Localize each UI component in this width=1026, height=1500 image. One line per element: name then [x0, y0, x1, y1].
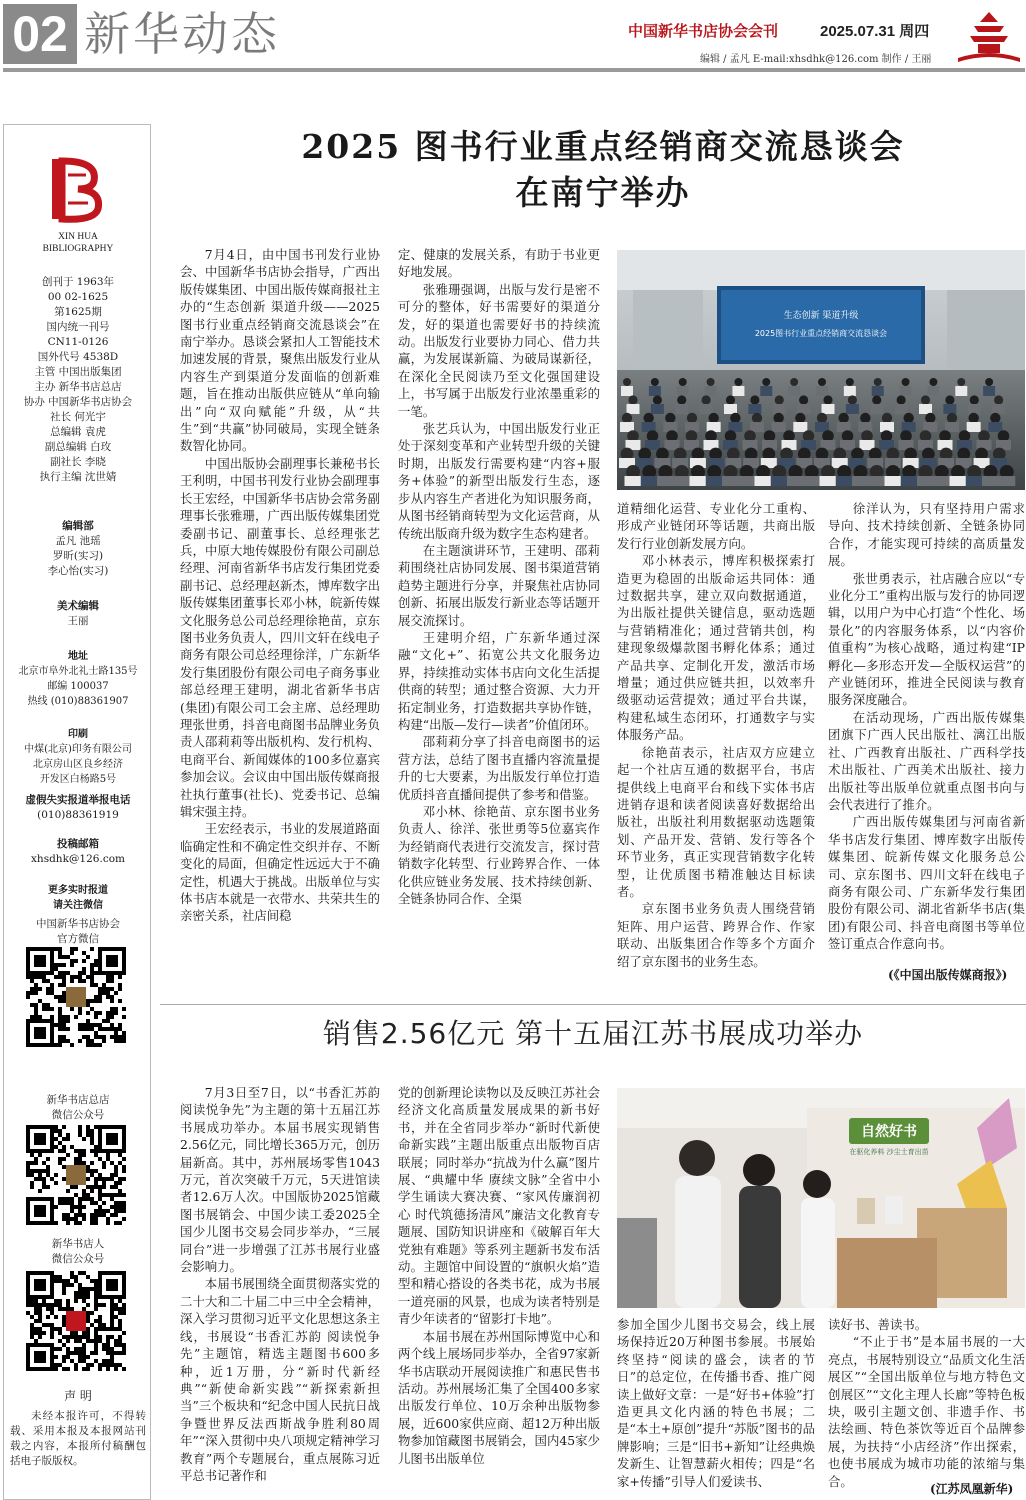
- article2-column-2: [398, 1084, 600, 1496]
- header-rule: [3, 68, 1025, 72]
- vice-president-line: 副社长 李晓: [50, 456, 106, 468]
- paragraph: 本届书展在苏州国际博览中心和两个线上展场同步举办，全省97家新华书店联动开展阅读推广和惠民售书活动。苏州展场汇集了全国400多家出版发行单位、10万余种出版物参展，近600家供应商、超12万种出版物参加馆藏图书展销会，国内45家少儿图书出版单位: [398, 1328, 600, 1466]
- edit-dept: 编辑部 孟凡 池瑶 罗昕(实习) 李心怡(实习): [47, 520, 109, 577]
- deputy-editor-line: 副总编辑 白玫: [44, 441, 112, 453]
- more-news: 更多实时报道 请关注微信: [48, 885, 108, 911]
- article2-source: (江苏凤凰新华): [930, 1482, 1014, 1496]
- masthead-sidebar: [3, 124, 151, 1500]
- qr-code-icon[interactable]: [26, 947, 126, 1047]
- paragraph: “不止于书”是本届书展的一大亮点，书展特别设立“品质文化生活展区”“全国出版单位与地方特色文创展区”“文化主理人长廊”等特色板块，吸引主题文创、非遗手作、书法绘画、特色茶饮等近百个品牌参展，为扶持“小店经济”作出探索，也使书展成为城市功能的浓缩与集合。: [828, 1334, 1025, 1489]
- paragraph: 7月3日至7日，以“书香汇苏韵 阅读悦争先”为主题的第十五届江苏书展成功举办。本届书展实现销售2.56亿元，同比增长365万元，创历届新高。其中，苏州展场零售1043万元，首次突破千万元，5天进馆读者12.6万人次。中国版协2025馆藏图书展销会、中国少读工委2025全国少儿图书交易会同步举办，“三展同台”进一步增强了江苏书展行业盛会影响力。: [180, 1085, 380, 1275]
- paragraph: 道精细化运营、专业化分工重构、形成产业链闭环等话题，共商出版发行行业创新发展方向。: [617, 501, 815, 551]
- paragraph: 中国出版协会副理事长兼秘书长王利明，中国书刊发行业协会副理事长王宏经，中国新华书店协会常务副理事长张雅珊，广西出版传媒集团党委副书记、副董事长、总经理张艺兵，中原大地传媒股份有限公司副总经理、河南省新华书店发行集团党委副书记、总经理赵新杰，博库数字出版传媒集团董事长邓小林，皖新传媒文化服务总公司总经理徐艳苗，京东图书业务负责人，四川文轩在线电子商务有限公司总经理徐洋，广东新华发行集团股份有限公司电子商务事业部总经理王建明，湖北省新华书店(集团)有限公司工会主席、总经理助理张世勇，抖音电商图书品牌业务负责人邵莉莉等出版机构、发行机构、电商平台、新闻媒体的100多位嘉宾参加会议。会议由中国出版传媒商报社执行董事(社长)、党委书记、总编辑宋强主持。: [180, 455, 380, 819]
- cn-label-line: 国内统一刊号: [46, 321, 110, 333]
- paragraph: 定、健康的发展关系，有助于书业更好地发展。: [398, 247, 600, 280]
- paragraph: 京东图书业务负责人围绕营销矩阵、用户运营、跨界合作、作家联动、出版集团合作等多个方面介绍了京东图书的业务生态。: [617, 901, 815, 969]
- paragraph: 王建明介绍，广东新华通过深融“文化+”、拓宽公共文化服务边界，持续推动实体书店向文化生活提供商的转型；通过整合资源、大力开拓定制业务，打造数据共享协作链，构建“出版—发行—读者”价值闭环。: [398, 629, 600, 732]
- paragraph: 读好书、善读书。: [828, 1317, 928, 1332]
- qr-caption-1: 中国新华书店协会 官方微信: [36, 918, 120, 945]
- paper-name: 中国新华书店协会会刊: [628, 22, 779, 40]
- article1-source: (《中国出版传媒商报》): [888, 968, 1008, 982]
- paragraph: 本届书展围绕全面贯彻落实党的二十大和二十届二中三中全会精神，深入学习贯彻习近平文化思想这条主线，书展设“书香汇苏韵 阅读悦争先”主题馆，精选主题图书600多种，近1万册，分“新时代新经典”“新使命新实践”“新探索新担当”三个板块和“纪念中国人民抗日战争暨世界反法西斯战争胜利80周年”“深入贯彻中央八项规定精神学习教育”两个专题展台，重点展陈习近平总书记著作和: [180, 1276, 380, 1483]
- paragraph: 邓小林表示，博库积极探索打造更为稳固的出版命运共同体：通过数据共享，建立双向数据通道，为出版社提供关键信息，驱动选题与营销精准化；通过营销共创，构建现象级爆款图书孵化体系；通过产品共享、定制化开发，激活市场增量；通过供应链共担，以效率升级驱动运营提效；通过平台共谋，构建私域生态闭环，打通数字与实体服务产品。: [617, 553, 815, 743]
- page-number: 02: [3, 4, 77, 64]
- exec-editor-line: 执行主编 沈世婧: [39, 471, 117, 483]
- paragraph: 邵莉莉分享了抖音电商图书的运营方法，总结了图书直播内容流量提升的七大要素，为出版发行单位打造优质抖音直播间提供了参考和借鉴。: [398, 734, 600, 802]
- paragraph: 广西出版传媒集团与河南省新华书店发行集团、博库数字出版传媒集团、皖新传媒文化服务总公司、京东图书、四川文轩在线电子商务有限公司、广东新华发行集团股份有限公司、湖北省新华书店(集团)有限公司、抖音电商图书等单位签订重点合作意向书。: [828, 814, 1025, 952]
- svg-text:在驱化养料 沙尘土育出苗: 在驱化养料 沙尘土育出苗: [849, 1148, 929, 1156]
- article1-column-4: [828, 500, 1025, 988]
- svg-text:2025图书行业重点经销商交流恳谈会: 2025图书行业重点经销商交流恳谈会: [754, 329, 888, 338]
- editor-line: 编辑 / 孟凡 E-mail:xhsdhk@126.com 制作 / 王丽: [700, 54, 932, 65]
- article1-title: 2025 图书行业重点经销商交流恳谈会 在南宁举办: [301, 127, 905, 212]
- section-title: 新华动态: [84, 7, 280, 61]
- article2-column-3: [617, 1316, 815, 1496]
- supervisor-line: 主管 中国出版集团: [34, 366, 122, 378]
- paragraph: 张雅珊强调，出版与发行是密不可分的整体，好书需要好的渠道分发，好的渠道也需要好书的持续流动。出版发行业要协力同心、借力共赢，为发展谋新篇、为破局谋新径，在深化全民阅读乃至文化强国建设上，书写属于出版发行业浓墨重彩的一笔。: [398, 281, 600, 419]
- paragraph: 参加全国少儿图书交易会，线上展场保持近20万种图书参展。书展始终坚持“阅读的盛会，读者的节日”的总定位，在传播书香、推广阅读上做好文章：一是“好书+体验”打造更具文化内涵的特色书展；二是“本土+原创”提升“苏版”图书的品牌影响；三是“旧书+新知”让经典焕发新生、让智慧薪火相传；四是“名家+传播”引导人们爱读书、: [617, 1317, 815, 1489]
- article1-column-1: [180, 246, 380, 988]
- book-fair-photo: [617, 1088, 1025, 1308]
- paragraph: 张艺兵认为，中国出版发行业正处于深刻变革和产业转型升级的关键时期，出版发行需要构建“内容+服务+体验”的新型出版发行生态，逐步从内容生产者进化为知识服务商，从图书经销商转型为文化运营商，从传统出版商升级为数字生态构建者。: [398, 421, 600, 541]
- conference-photo: [617, 250, 1025, 490]
- article2-column-1: [180, 1084, 380, 1496]
- paragraph: 在主题演讲环节，王建明、邵莉莉围绕社店协同发展、图书渠道营销趋势主题进行分享，并聚焦社店协同创新、拓展出版发行新业态等话题开展交流探讨。: [398, 542, 600, 628]
- statement-label: 声 明: [64, 1389, 92, 1403]
- logo-english: XIN HUA BIBLIOGRAPHY: [42, 232, 114, 254]
- svg-text:生态创新 渠道升级: 生态创新 渠道升级: [783, 311, 859, 321]
- pagoda-logo-icon: [956, 8, 1022, 64]
- svg-text:自然好书: 自然好书: [861, 1124, 917, 1140]
- masthead-lines: [4, 275, 152, 485]
- printer-block: 印刷 中煤(北京)印务有限公司 北京房山区良乡经济 开发区白杨路5号: [24, 729, 132, 785]
- paragraph: 党的创新理论读物以及反映江苏社会经济文化高质量发展成果的新书好书，并在全省同步举办“新时代新使命新实践”主题出版重点出版物百店联展；同时举办“抗战为什么赢”图片展、“典耀中华 赓续文脉”全省中小学生诵读大赛决赛、“家风传廉润初心 时代筑德扬清风”廉洁文化教育专题展、国防知识讲座和《破解百年大党独有难题》等系列主题新书发布活动。主题馆中间设置的“旗帜火焰”造型和精心搭设的各类书花，成为书展一道亮丽的风景，也成为读者特别是青少年读者的“留影打卡地”。: [398, 1085, 600, 1327]
- qr-caption-3: 新华书店人 微信公众号: [51, 1238, 105, 1265]
- book-fair-image: [617, 1088, 1025, 1308]
- chief-editor-line: 总编辑 袁虎: [50, 426, 106, 438]
- qr-caption-2: 新华书店总店 微信公众号: [46, 1094, 110, 1121]
- president-line: 社长 何光宇: [50, 411, 106, 423]
- paragraph: 在活动现场，广西出版传媒集团旗下广西人民出版社、漓江出版社、广西教育出版社、广西科学技术出版社、广西美术出版社、接力出版社等出版单位就重点图书向与会代表进行了推介。: [828, 709, 1025, 812]
- sponsor-line: 主办 新华书店总店: [34, 381, 122, 393]
- article1-column-2: [398, 246, 600, 988]
- paragraph: 7月4日，由中国书刊发行业协会、中国新华书店协会指导，广西出版传媒集团、中国出版传媒商报社主办的“生态创新 渠道升级——2025图书行业重点经销商交流恳谈会”在南宁举办。恳谈会紧扣人工智能技术加速发展的背景，聚焦出版发行业从内容生产到渠道分发面临的创新难题，旨在推动出版供应链从“单向输出”向“双向赋能”升级，从“共生”到“共赢”协同破局，实现全链条数智化协同。: [180, 247, 380, 454]
- co-sponsor-line: 协办 中国新华书店协会: [23, 396, 133, 408]
- paragraph: 徐洋认为，只有坚持用户需求导向、技术持续创新、全链条协同合作，才能实现可持续的高质量发展。: [828, 501, 1025, 569]
- article1-column-3: [617, 500, 815, 988]
- paragraph: 张世勇表示，社店融合应以“专业化分工”重构出版与发行的协同逻辑，以用户为中心打造“个性化、场景化”的内容服务体系，以“内容价值重构”为核心战略，通过构建“IP孵化—多形态开发—全版权运营”的产业链闭环，推进全民阅读与教育服务深度融合。: [828, 570, 1025, 708]
- foreign-code-line: 国外代号 4538D: [37, 351, 119, 363]
- statement-text: 未经本报许可，不得转载、采用本报及本报网站刊载之内容，本报所付稿酬包括电子版版权。: [10, 1410, 146, 1467]
- article2-column-4: [828, 1316, 1025, 1496]
- bibliography-logo-icon: [48, 155, 108, 225]
- submit-block: 投稿邮箱 xhsdhk@126.com: [31, 838, 125, 865]
- issue-line: 第1625期: [54, 306, 102, 318]
- cn-line: CN11-0126: [47, 336, 109, 348]
- issn-line: 00 02-1625: [47, 291, 109, 303]
- conference-hall-image: [617, 250, 1025, 490]
- paragraph: 王宏经表示，书业的发展道路面临确定性和不确定性交织并存、不断变化的局面，但确定性远远大于不确定性，机遇大于挑战。出版单位与实体书店本就是一衣带水、共荣共生的亲密关系，社店间稳: [180, 821, 380, 924]
- page-header: [0, 0, 1026, 90]
- paragraph: 邓小林、徐艳苗、京东图书业务负责人、徐洋、张世勇等5位嘉宾作为经销商代表进行交流发言，探讨营销数字化转型、行业跨界合作、一体化供应链业务发展、技术持续创新、全链条协同合作、全渠: [398, 804, 600, 907]
- address-block: 地址 北京市阜外北礼士路135号 邮编 100037 热线 (010)88361907: [18, 651, 138, 707]
- paragraph: 徐艳苗表示，社店双方应建立起一个社店互通的数据平台，书店提供线上电商平台和线下实体书店进销存退和读者阅读喜好数据给出版社，出版社利用数据驱动选题策划、产品开发、营销、发行等各个环节业务，真正实现营销数字化转型，让优质图书精准触达目标读者。: [617, 744, 815, 899]
- qr-code-icon[interactable]: [26, 1271, 126, 1371]
- founded-line: 创刊于 1963年: [41, 276, 115, 288]
- article2-title: 销售2.56亿元 第十五届江苏书展成功举办: [322, 1017, 864, 1050]
- report-block: 虚假失实报道举报电话 (010)88361919: [25, 794, 131, 821]
- qr-code-icon[interactable]: [26, 1125, 126, 1225]
- issue-date: 2025.07.31 周四: [820, 23, 930, 40]
- article-divider: [160, 1004, 1026, 1005]
- art-editor: 美术编辑 王丽: [57, 600, 99, 627]
